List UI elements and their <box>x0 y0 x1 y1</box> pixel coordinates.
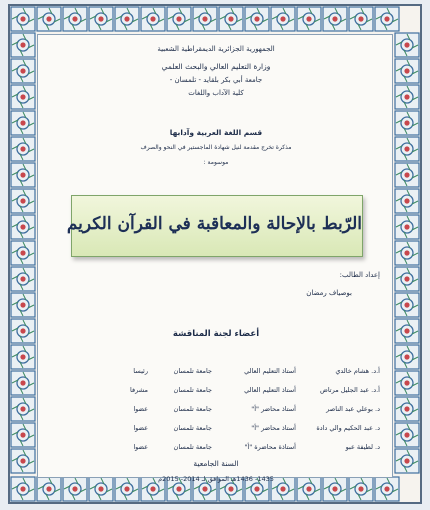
border-tile <box>323 7 347 31</box>
border-tile <box>11 267 35 291</box>
border-tile <box>11 397 35 421</box>
committee-name: د. عبد الحكيم والي دادة <box>316 424 380 432</box>
border-tile <box>11 7 35 31</box>
border-tile <box>11 345 35 369</box>
border-tile <box>395 33 419 57</box>
border-tile <box>395 449 419 473</box>
committee-university: جامعة تلمسان <box>173 386 212 394</box>
committee-rank: أستاذ التعليم العالي <box>244 386 296 394</box>
border-tile <box>167 7 191 31</box>
academic-years: 1435- 1436هـ الموافق لـ 2014- 2015م <box>158 475 274 483</box>
border-tile <box>245 7 269 31</box>
border-tile <box>11 189 35 213</box>
committee-name: د. لطيفة عبو <box>345 443 380 451</box>
border-tile <box>395 319 419 343</box>
border-tile <box>11 163 35 187</box>
border-tile <box>395 163 419 187</box>
author-label: إعداد الطالب: <box>339 271 380 279</box>
author-name: بوصياف رمضان <box>306 289 352 297</box>
committee-role: رئيسا <box>133 367 148 375</box>
border-tile <box>141 7 165 31</box>
border-tile <box>193 7 217 31</box>
border-tile <box>11 215 35 239</box>
border-tile <box>395 215 419 239</box>
border-tile <box>11 293 35 317</box>
border-tile <box>11 111 35 135</box>
committee-rank: أستاذة محاضرة "أ" <box>244 443 296 451</box>
border-tile <box>37 7 61 31</box>
border-tile <box>11 137 35 161</box>
border-tile <box>11 371 35 395</box>
committee-role: عضوا <box>133 405 148 413</box>
border-tile <box>395 137 419 161</box>
border-tile <box>395 293 419 317</box>
border-tile <box>395 371 419 395</box>
border-tile <box>349 7 373 31</box>
border-tile <box>63 7 87 31</box>
page-content <box>37 34 393 483</box>
committee-university: جامعة تلمسان <box>173 405 212 413</box>
thesis-title-box <box>66 195 363 257</box>
republic-line: الجمهورية الجزائرية الديمقراطية الشعبية <box>157 45 275 53</box>
committee-rank: أستاذ التعليم العالي <box>244 367 296 375</box>
border-tile <box>395 241 419 265</box>
committee-rank: أستاذ محاضر "أ" <box>251 424 296 432</box>
entitled-line: موسومة : <box>203 159 229 166</box>
border-tile <box>395 397 419 421</box>
border-tile <box>115 7 139 31</box>
committee-role: عضوا <box>133 424 148 432</box>
border-tile <box>395 85 419 109</box>
border-tile <box>11 449 35 473</box>
border-tile <box>11 241 35 265</box>
ministry-line: وزارة التعليم العالي والبحث العلمي <box>161 62 271 71</box>
border-tile <box>395 111 419 135</box>
border-tile <box>11 59 35 83</box>
border-tile <box>395 189 419 213</box>
committee-university: جامعة تلمسان <box>173 424 212 432</box>
committee-role: عضوا <box>133 443 148 451</box>
border-tile <box>219 7 243 31</box>
border-tile <box>395 345 419 369</box>
university-line: جامعة أبي بكر بلقايد - تلمسان - <box>169 76 263 84</box>
border-tile <box>395 59 419 83</box>
academic-year-label: السنة الجامعية <box>193 459 239 468</box>
committee-title: أعضاء لجنة المناقشة <box>172 329 260 339</box>
border-tile <box>11 33 35 57</box>
committee-role: مشرفا <box>130 386 148 394</box>
department-line: قسم اللغة العربية وآدابها <box>169 128 263 137</box>
border-tile <box>89 7 113 31</box>
committee-university: جامعة تلمسان <box>173 443 212 451</box>
border-tile <box>375 7 399 31</box>
border-tile <box>11 319 35 343</box>
border-tile <box>297 7 321 31</box>
committee-name: أ.د. عبد الجليل مرتاض <box>319 386 380 394</box>
thesis-title: الرّبط بالإحالة والمعاقبة في القرآن الكريم <box>66 214 362 234</box>
border-tile <box>271 7 295 31</box>
border-tile <box>395 423 419 447</box>
committee-university: جامعة تلمسان <box>173 367 212 375</box>
committee-rank: أستاذ محاضر "أ" <box>251 405 296 413</box>
border-tile <box>11 477 35 501</box>
committee-name: أ.د. هشام خالدي <box>335 367 380 375</box>
border-tile <box>11 423 35 447</box>
thesis-purpose-line: مذكرة تخرج مقدمة لنيل شهادة الماجستير في النحو والصرف <box>140 144 292 151</box>
committee-name: د. بوعلي عبد الناصر <box>326 405 380 413</box>
border-tile <box>395 267 419 291</box>
border-tile <box>11 85 35 109</box>
faculty-line: كلية الآداب واللغات <box>188 89 244 97</box>
